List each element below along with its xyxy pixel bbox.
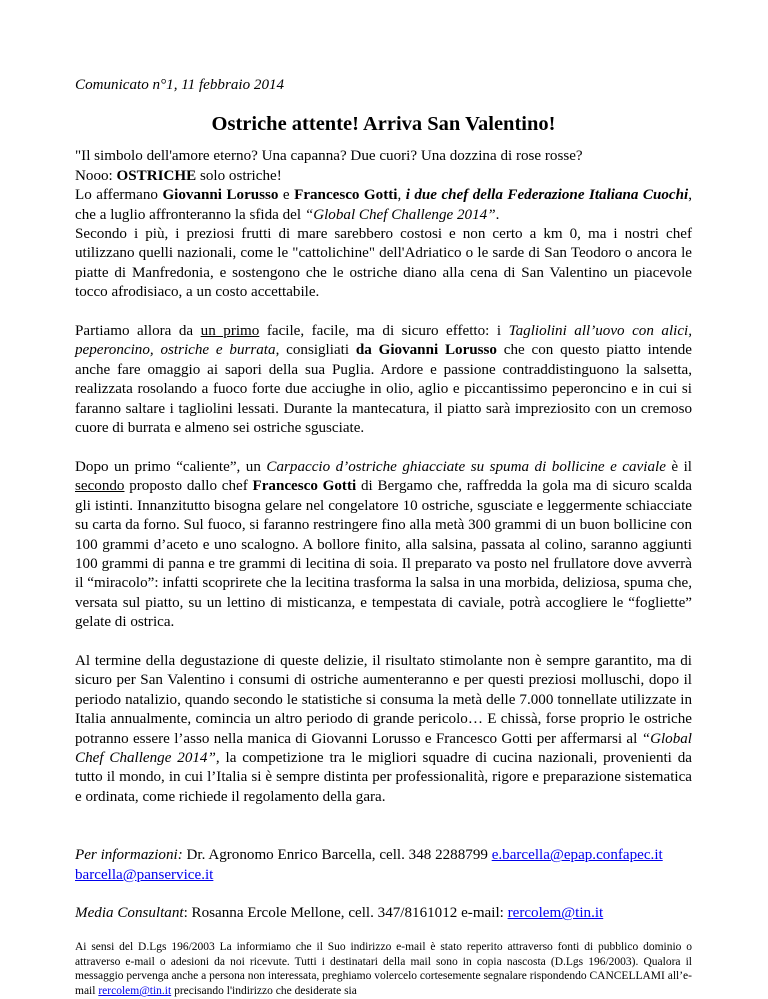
- text: Lo affermano: [75, 187, 163, 204]
- intro-question-text: "Il simbolo dell'amore eterno? Una capanna? Due cuori? Una dozzina di rose rosse?: [75, 148, 583, 165]
- media-label: Media Consultant: [75, 905, 184, 922]
- intro-line-2: [75, 167, 692, 186]
- spacer: [75, 438, 692, 457]
- emphasis-ostriche: OSTRICHE: [116, 167, 197, 184]
- email-link-rercolem[interactable]: rercolem@tin.it: [507, 905, 604, 922]
- text: , consigliati: [275, 342, 356, 359]
- document-page: [75, 76, 692, 999]
- intro-text: solo ostriche!: [196, 167, 282, 184]
- text: che con questo piatto intende anche fare omaggio ai sapori della sua Puglia. Ardore e passione contraddistinguono la salsetta, realizzata rosolando a fuoco forte due acciughe in olio, aglio e piccantissimo peperoncino e in cui si faranno saltare i tagliolini lessati. Durante la mantecatura, il piatto sarà impreziosito con un cremoso cuore di burrata e almeno sei ostriche sgusciate.: [75, 342, 692, 437]
- dateline: Comunicato n°1, 11 febbraio 2014: [75, 77, 285, 93]
- text: Partiamo allora da: [75, 323, 201, 340]
- secondo-paragraph: [75, 458, 692, 633]
- dish-name-carpaccio: Carpaccio d’ostriche ghiacciate su spuma di bollicine e caviale: [266, 458, 666, 475]
- intro-oysters-paragraph: Secondo i più, i preziosi frutti di mare sarebbero costosi e non certo a km 0, ma i nostri chef utilizzano quelli nazionali, come le "cattolichine" dell'Adriatico o le sarde di San Teodoro o ancora le piatte di Manfredonia, e sostengono che le ostriche diano alla cena di San Valentino un piacevole tocco afrodisiaco, a un costo accettabile.: [75, 226, 692, 301]
- chef-name-lorusso: Giovanni Lorusso: [162, 187, 279, 204]
- text: .: [495, 206, 500, 223]
- text: Al termine della degustazione di queste delizie, il risultato stimolante non è sempre garantito, ma di sicuro per San Valentino i consumi di ostriche aumenteranno e per questi preziosi molluschi, dopo il periodo natalizio, quando secondo le statistiche si consuma la metà delle 7.000 tonnellate utilizzate in Italia annualmente, comincia un altro periodo di grande pericolo… E chissà, forse proprio le ostriche potranno essere l’asso nella manica di Giovanni Lorusso e Francesco Gotti per affermarsi al: [75, 652, 692, 747]
- intro-text: Nooo:: [75, 167, 117, 184]
- text: e: [278, 187, 295, 204]
- conclusion-paragraph: [75, 652, 692, 807]
- spacer: [75, 633, 692, 652]
- media-text: : Rosanna Ercole Mellone, cell. 347/8161012 e-mail:: [183, 905, 508, 922]
- email-link-unsubscribe[interactable]: rercolem@tin.it: [98, 985, 172, 998]
- event-name: “Global Chef Challenge 2014”: [75, 730, 692, 766]
- intro-chefs-paragraph: [75, 186, 692, 225]
- federation-name: i due chef della Federazione Italiana Cuochi: [405, 187, 689, 204]
- text: Ai sensi del D.Lgs 196/2003 La informiamo che il Suo indirizzo e-mail è stato reperito attraverso fonti di pubblico dominio o attraverso e-mail o adesioni da noi ricevute. Tutti i destinatari della mail sono in copia nascosta (D.Lgs 196/2003). Qualora il messaggio pervenga anche a persona non interessata, preghiamo volercelo cortesemente segnalare rispondendo CANCELLAMI all’e-mail: [75, 940, 692, 998]
- underlined-primo: un primo: [200, 323, 260, 340]
- text: ,: [397, 187, 406, 204]
- spacer: [75, 303, 692, 322]
- text: , la competizione tra le migliori squadre di cucina nazionali, provenienti da tutto il mondo, in cui l’Italia si è sempre distinta per professionalità, rigore e preparazione sistematica e ordinata, come richiede il regolamento della gara.: [75, 749, 692, 805]
- spacer: [75, 807, 692, 846]
- underlined-secondo: secondo: [75, 478, 125, 495]
- text: proposto dallo chef: [124, 478, 253, 495]
- chef-name-gotti: Francesco Gotti: [294, 187, 398, 204]
- event-name: “Global Chef Challenge 2014”: [304, 206, 496, 223]
- intro-line-1: [75, 147, 692, 166]
- chef-name-gotti: Francesco Gotti: [252, 478, 357, 495]
- email-link-epap[interactable]: e.barcella@epap.confapec.it: [491, 847, 663, 864]
- page-title: Ostriche attente! Arriva San Valentino!: [211, 113, 556, 136]
- text: precisando l'indirizzo che desiderate sia: [171, 985, 357, 998]
- text: Dopo un primo “caliente”, un: [75, 458, 267, 475]
- text: di Bergamo che, raffredda la gola ma di sicuro scalda gli istinti. Innanzitutto bisogna gelare nel congelatore 10 ostriche, sgusciate e leggermente schiacciate su carta da forno. Sul fuoco, si faranno restringere fino alla metà 300 grammi di un buon bollicine con 100 grammi d’aceto e uno scalogno. A bollore finito, alla salsina, passata al colino, saranno aggiunti 100 grammi di panna e tre grammi di lecitina di soia. Il preparato va posto nel frullatore dove avverrà il “miracolo”: infatti scoprirete che la lecitina trasforma la salsa in una morbida, deliziosa, spuma che, versata sul piatto, su un lettino di misticanza, e tempestata di caviale, potrà accogliere le “fogliette” gelate di ostrica.: [75, 478, 693, 631]
- privacy-disclaimer: [75, 940, 692, 999]
- media-contact: [75, 904, 692, 923]
- spacer: [75, 885, 692, 904]
- spacer: [75, 924, 692, 940]
- primo-paragraph: [75, 322, 692, 438]
- dish-name-tagliolini: Tagliolini all’uovo con alici, peperoncino, ostriche e burrata: [75, 323, 692, 359]
- text: facile, facile, ma di sicuro effetto: i: [259, 323, 509, 340]
- info-label: Per informazioni:: [75, 847, 183, 864]
- text: , che a luglio affronteranno la sfida del: [75, 187, 693, 223]
- email-link-panservice[interactable]: barcella@panservice.it: [75, 866, 214, 883]
- info-contact: [75, 846, 692, 885]
- text: è il: [665, 458, 692, 475]
- info-text: Dr. Agronomo Enrico Barcella, cell. 348 2288799: [182, 847, 492, 864]
- chef-name-lorusso: da Giovanni Lorusso: [355, 342, 497, 359]
